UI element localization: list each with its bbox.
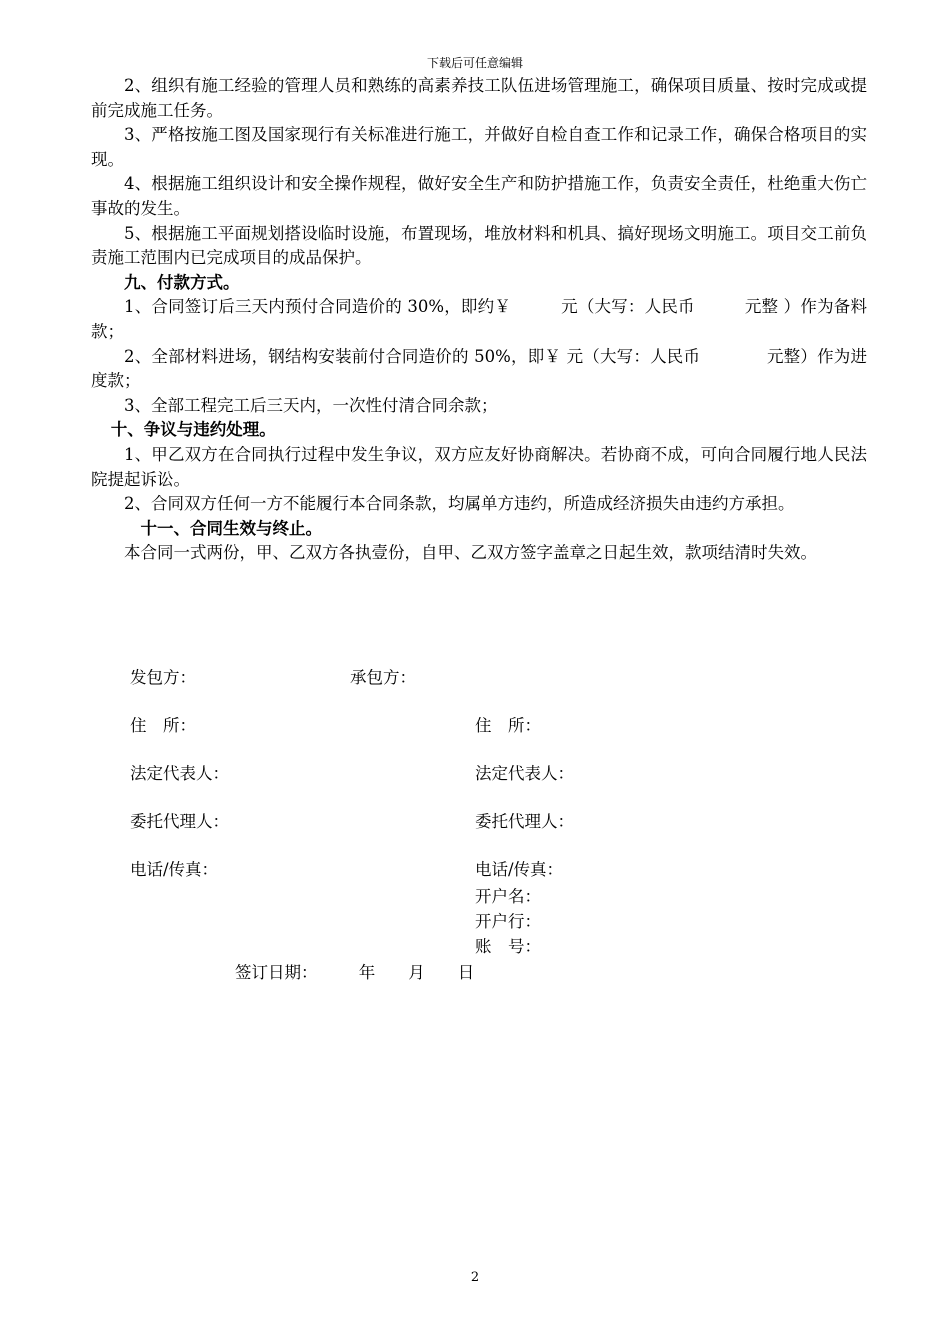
effect-text: 本合同一式两份，甲、乙双方各执壹份，自甲、乙双方签字盖章之日起生效，款项结清时失效。 bbox=[124, 543, 817, 563]
account-number-label: 账 号： bbox=[475, 937, 541, 956]
address-a-label: 住 所： bbox=[130, 716, 196, 735]
agent-b-label: 委托代理人： bbox=[475, 812, 574, 831]
party-a-label: 发包方： bbox=[130, 668, 196, 687]
clause-item: 2、组织有施工经验的管理人员和熟练的高素养技工队伍进场管理施工，确保项目质量、按时完成或提前完成施工任务。 bbox=[91, 76, 867, 120]
address-b-label: 住 所： bbox=[475, 716, 541, 735]
clause-item: 4、根据施工组织设计和安全操作规程，做好安全生产和防护措施工作，负责安全责任，杜绝重大伤亡事故的发生。 bbox=[91, 174, 867, 218]
phone-a-label: 电话/传真： bbox=[130, 860, 219, 879]
payment-item: 2、全部材料进场，钢结构安装前付合同造价的 50%，即￥ 元（大写：人民币 元整）作为进度款； bbox=[91, 346, 867, 391]
contract-body bbox=[91, 74, 867, 566]
section-heading-effect: 十一、合同生效与终止。 bbox=[140, 518, 322, 538]
payment-item: 1、合同签订后三天内预付合同造价的 30%，即约￥ 元（大写：人民币 元整 ）作为备料款； bbox=[91, 297, 867, 341]
party-b-label: 承包方： bbox=[350, 668, 416, 687]
payment-item: 3、全部工程完工后三天内，一次性付清合同余款； bbox=[124, 395, 498, 415]
phone-b-label: 电话/传真： bbox=[475, 860, 564, 879]
legal-rep-a-label: 法定代表人： bbox=[130, 764, 229, 783]
dispute-item: 2、合同双方任何一方不能履行本合同条款，均属单方违约，所造成经济损失由违约方承担。 bbox=[124, 494, 795, 514]
section-heading-dispute: 十、争议与违约处理。 bbox=[110, 420, 276, 440]
page-header: 下载后可任意编辑 bbox=[426, 56, 523, 70]
account-name-label: 开户名： bbox=[475, 887, 541, 906]
legal-rep-b-label: 法定代表人： bbox=[475, 764, 574, 783]
page-number: 2 bbox=[470, 1270, 480, 1285]
clause-item: 3、严格按施工图及国家现行有关标准进行施工，并做好自检自查工作和记录工作，确保合格项目的实现。 bbox=[91, 125, 867, 169]
sign-date-label: 签订日期： 年 月 日 bbox=[235, 963, 475, 982]
section-heading-payment: 九、付款方式。 bbox=[124, 272, 240, 292]
bank-label: 开户行： bbox=[475, 912, 541, 931]
agent-a-label: 委托代理人： bbox=[130, 812, 229, 831]
dispute-item: 1、甲乙双方在合同执行过程中发生争议，双方应友好协商解决。若协商不成，可向合同履行地人民法院提起诉讼。 bbox=[91, 444, 867, 489]
clause-item: 5、根据施工平面规划搭设临时设施，布置现场，堆放材料和机具、搞好现场文明施工。项目交工前负责施工范围内已完成项目的成品保护。 bbox=[91, 223, 867, 268]
